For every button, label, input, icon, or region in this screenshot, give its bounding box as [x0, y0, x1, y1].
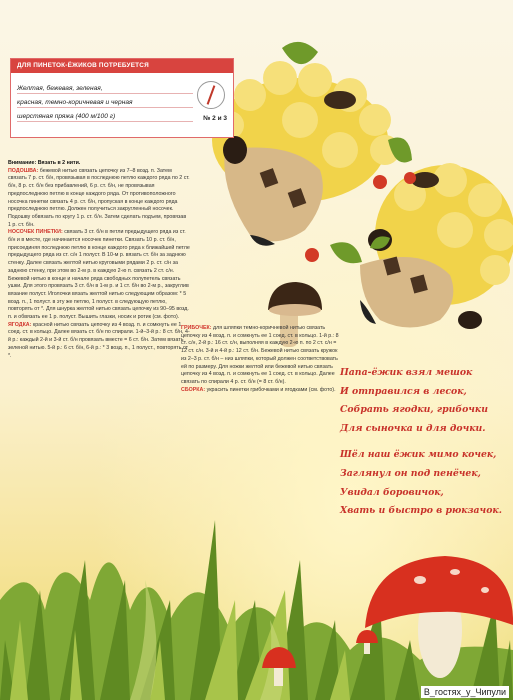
poem-line: Заглянул он под пенёчек, [340, 467, 481, 479]
poem-line: Хвать и быстро в рюкзачок. [340, 505, 502, 517]
materials-heading: ДЛЯ ПИНЕТОК-ЁЖИКОВ ПОТРЕБУЕТСЯ [11, 59, 233, 73]
watermark-credit: В_гостях_у_Чипули [421, 686, 509, 698]
toe-text: связать 3 ст. б/н в петли предыдущего ряда из ст. б/н и в месте, где начинается носочек пинетки. Связать 10 р. ст. б/н, присоединяя последнюю петлю в конце каждого ряда к ближайшей петле предыдущего ряда из ст. с/н 1 полуст. В 10-м р. вязать ст. б/н за заднюю стенку. Далее связать желтой нитью круговыми рядами 2 р. ст. с/н за заднюю стенку, при этом во 2-м р. в каждую 2-ю п. связать 2 ст. с/н. Бежевой нитью в конце и начале ряда свободных полупетель связать ушки. Для этого провязать 3 ст. б/н в 1-м р. и 1 ст. б/н во 2-м р., закруглив вязание полуст. Иголочки вязать желтой нитью следующим образом: * 5 возд. п., 1 полуст. в эту же петлю, 1 полуст. в следующую петлю, повторять от *. Для шнурка желтой нитью связать цепочку из 90–95 возд. п. и обвязать ее 1 р. полуст. Вышить глазки, носик и ротик (см. фото). [8, 229, 190, 321]
poem-stanza [340, 446, 510, 520]
toe-paragraph [8, 229, 190, 321]
toe-label: НОСОЧЕК ПИНЕТКИ: [8, 229, 63, 236]
mushroom-text: для шляпки темно-коричневой нитью связать цепочку из 4 возд. п. и сомкнуть ее 1 соед. ст. в кольцо. 1-й р.: 8 ст. с/н, 2-й р.: 16 ст. с/н, выполняя в каждую 2-ю п. по 2 ст. с/н = 12 ст. с/н. 3-й и 4-й р.: 12 ст. б/н. Бежевой нитью связать кружок из 2–3 р. ст. б/н – низ шляпки, который должен соответствовать ей по размеру. Для ножки желтой или бежевой нитью связать цепочку из 4 возд. п. и сомкнуть ее 1 соед. ст. в кольцо. Далее связать по спирали 4 р. ст. б/н (= 8 ст. б/н). [181, 325, 339, 385]
materials-line: шерстяная пряжа (400 м/100 г) [17, 113, 193, 122]
attention-note: Внимание: Вязать в 2 нити. [8, 160, 81, 166]
sole-paragraph [8, 168, 190, 230]
berry-text: красной нитью связать цепочку из 4 возд. п. и сомкнуть ее 1 соед. ст. в кольцо. Далее вязать ст. б/н по спирали. 1-й–3-й р.: 8 ст. б/н, 4-й р.: каждый 2-й и 3-й ст. б/н провязать вместе = 6 ст. б/н. Затем вязать зеленой нитью. 5-й р.: 6 ст. б/н, 6-й р.: * 3 возд. п., 1 полуст., повторять от *. [8, 321, 190, 359]
instructions-column-middle [181, 325, 341, 394]
assembly-text: украсить пинетки грибочками и ягодками (см. фото). [206, 386, 336, 393]
poem-line: Для сыночка и для дочки. [340, 422, 486, 434]
materials-line: Желтая, бежевая, зеленая, [17, 85, 193, 94]
materials-line: красная, темно-коричневая и черная [17, 99, 193, 108]
poem-line: Собрать ягодки, грибочки [340, 404, 488, 416]
berry-paragraph [8, 322, 190, 361]
sole-label: ПОДОШВА: [8, 167, 39, 174]
sole-text: бежевой нитью связать цепочку из 7–8 возд. п. Затем связать 7 р. ст. б/н, провязывая в последнюю петлю каждого ряда по 2 ст. б/н, 8 р. ст. б/н без прибавлений, 6 р. ст. б/н, не провязывая предпоследнюю петлю в конце каждого ряда. От противоположного носочка пинетки связать 4 р. ст. б/н, пропуская в конце каждого ряда предпоследнюю петлю. Должен получиться закругленный носочек. Подошву обвязать по кругу 1 р. ст. б/н. Затем сделать подъем, провязав 1 р. ст. б/н. [8, 167, 190, 228]
mushroom-paragraph [181, 325, 341, 387]
poem-line: Увидал боровичок, [340, 486, 444, 498]
poem-line: Папа-ёжик взял мешок [340, 367, 473, 378]
instructions-column-left [8, 160, 190, 360]
poem-stanza [340, 364, 510, 438]
assembly-paragraph [181, 387, 341, 395]
mushroom-label: ГРИБОЧЕК: [181, 325, 212, 331]
poem [340, 364, 510, 529]
poem-line: Шёл наш ёжик мимо кочек, [340, 449, 497, 461]
crochet-hook-icon [197, 81, 225, 109]
berry-label: ЯГОДКА: [8, 321, 32, 328]
assembly-label: СБОРКА: [181, 386, 206, 393]
hook-number: № 2 и 3 [203, 115, 227, 122]
poem-line: И отправился в лесок, [340, 385, 467, 397]
materials-box [10, 58, 234, 138]
